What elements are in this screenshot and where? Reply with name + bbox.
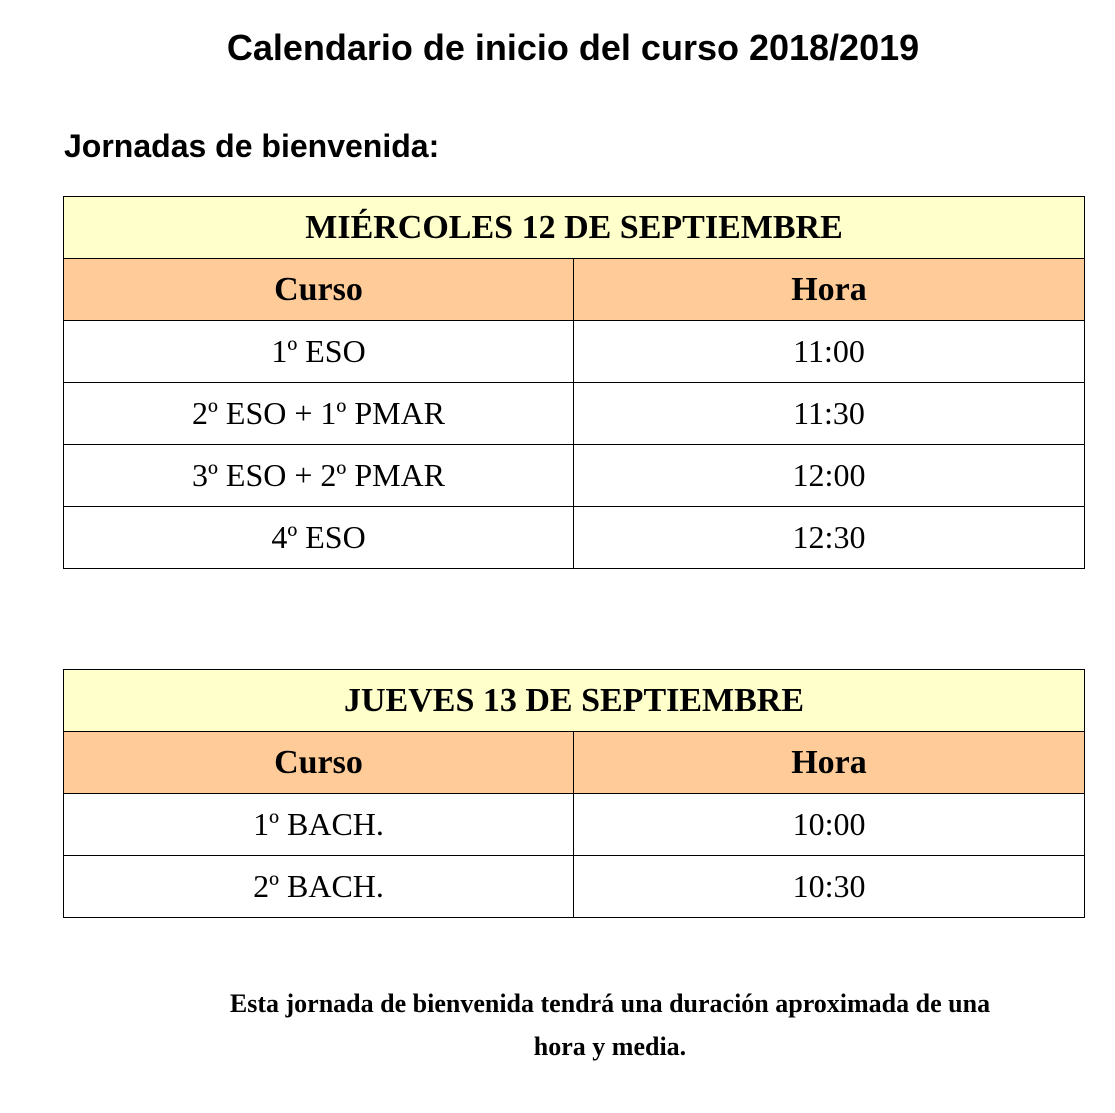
course-cell: 2º BACH. bbox=[64, 856, 574, 918]
page-title: Calendario de inicio del curso 2018/2019 bbox=[226, 27, 920, 68]
time-cell: 12:30 bbox=[574, 507, 1085, 569]
section-subtitle: Jornadas de bienvenida: bbox=[64, 128, 440, 164]
footer-note-line-2: hora y media. bbox=[533, 1032, 687, 1061]
schedule-table-wednesday bbox=[63, 196, 1085, 569]
time-cell: 11:30 bbox=[574, 383, 1085, 445]
time-cell: 12:00 bbox=[574, 445, 1085, 507]
footer-note-line-1: Esta jornada de bienvenida tendrá una duración aproximada de una bbox=[229, 989, 991, 1018]
column-header-course: Curso bbox=[64, 259, 574, 321]
day-header: JUEVES 13 DE SEPTIEMBRE bbox=[64, 670, 1085, 732]
table-row bbox=[64, 383, 1085, 445]
column-header-time: Hora bbox=[574, 732, 1085, 794]
footer-note bbox=[140, 982, 1080, 1068]
course-cell: 1º ESO bbox=[64, 321, 574, 383]
time-cell: 11:00 bbox=[574, 321, 1085, 383]
course-cell: 4º ESO bbox=[64, 507, 574, 569]
column-header-course: Curso bbox=[64, 732, 574, 794]
table-row bbox=[64, 856, 1085, 918]
table-row bbox=[64, 794, 1085, 856]
schedule-table-thursday bbox=[63, 669, 1085, 918]
course-cell: 1º BACH. bbox=[64, 794, 574, 856]
day-header: MIÉRCOLES 12 DE SEPTIEMBRE bbox=[64, 197, 1085, 259]
time-cell: 10:00 bbox=[574, 794, 1085, 856]
table-row bbox=[64, 321, 1085, 383]
column-header-time: Hora bbox=[574, 259, 1085, 321]
course-cell: 2º ESO + 1º PMAR bbox=[64, 383, 574, 445]
course-cell: 3º ESO + 2º PMAR bbox=[64, 445, 574, 507]
time-cell: 10:30 bbox=[574, 856, 1085, 918]
table-row bbox=[64, 445, 1085, 507]
table-row bbox=[64, 507, 1085, 569]
